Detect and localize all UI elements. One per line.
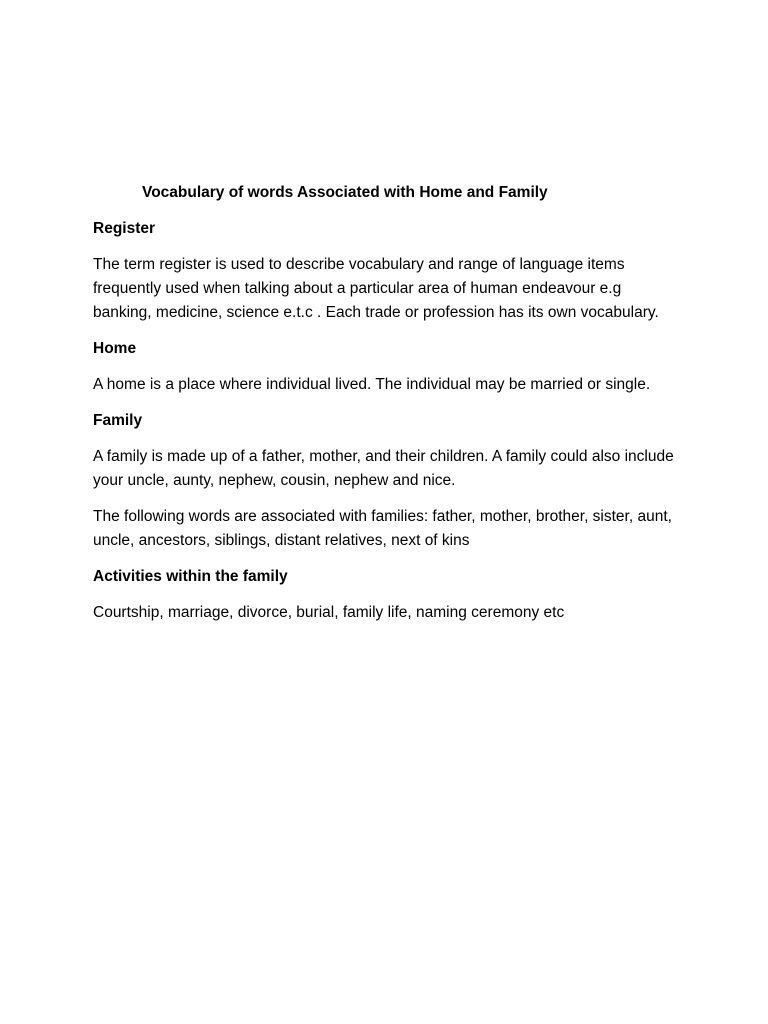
paragraph-family-words: The following words are associated with families: father, mother, brother, sister, aunt, uncle, ancestors, siblings, distant relatives, next of kins [93, 508, 672, 549]
heading-family: Family [93, 412, 143, 429]
heading-register: Register [93, 220, 156, 237]
document-title: Vocabulary of words Associated with Home and Family [142, 184, 548, 201]
paragraph-activities: Courtship, marriage, divorce, burial, family life, naming ceremony etc [93, 604, 565, 621]
document-page [93, 181, 683, 637]
paragraph-home: A home is a place where individual lived. The individual may be married or single. [93, 376, 651, 393]
heading-activities: Activities within the family [93, 568, 288, 585]
heading-home: Home [93, 340, 137, 357]
paragraph-family-definition: A family is made up of a father, mother, and their children. A family could also include your uncle, aunty, nephew, cousin, nephew and nice. [93, 448, 674, 489]
paragraph-register: The term register is used to describe vocabulary and range of language items frequently used when talking about a particular area of human endeavour e.g banking, medicine, science e.t.c . Each trade or profession has its own vocabulary. [93, 256, 659, 321]
